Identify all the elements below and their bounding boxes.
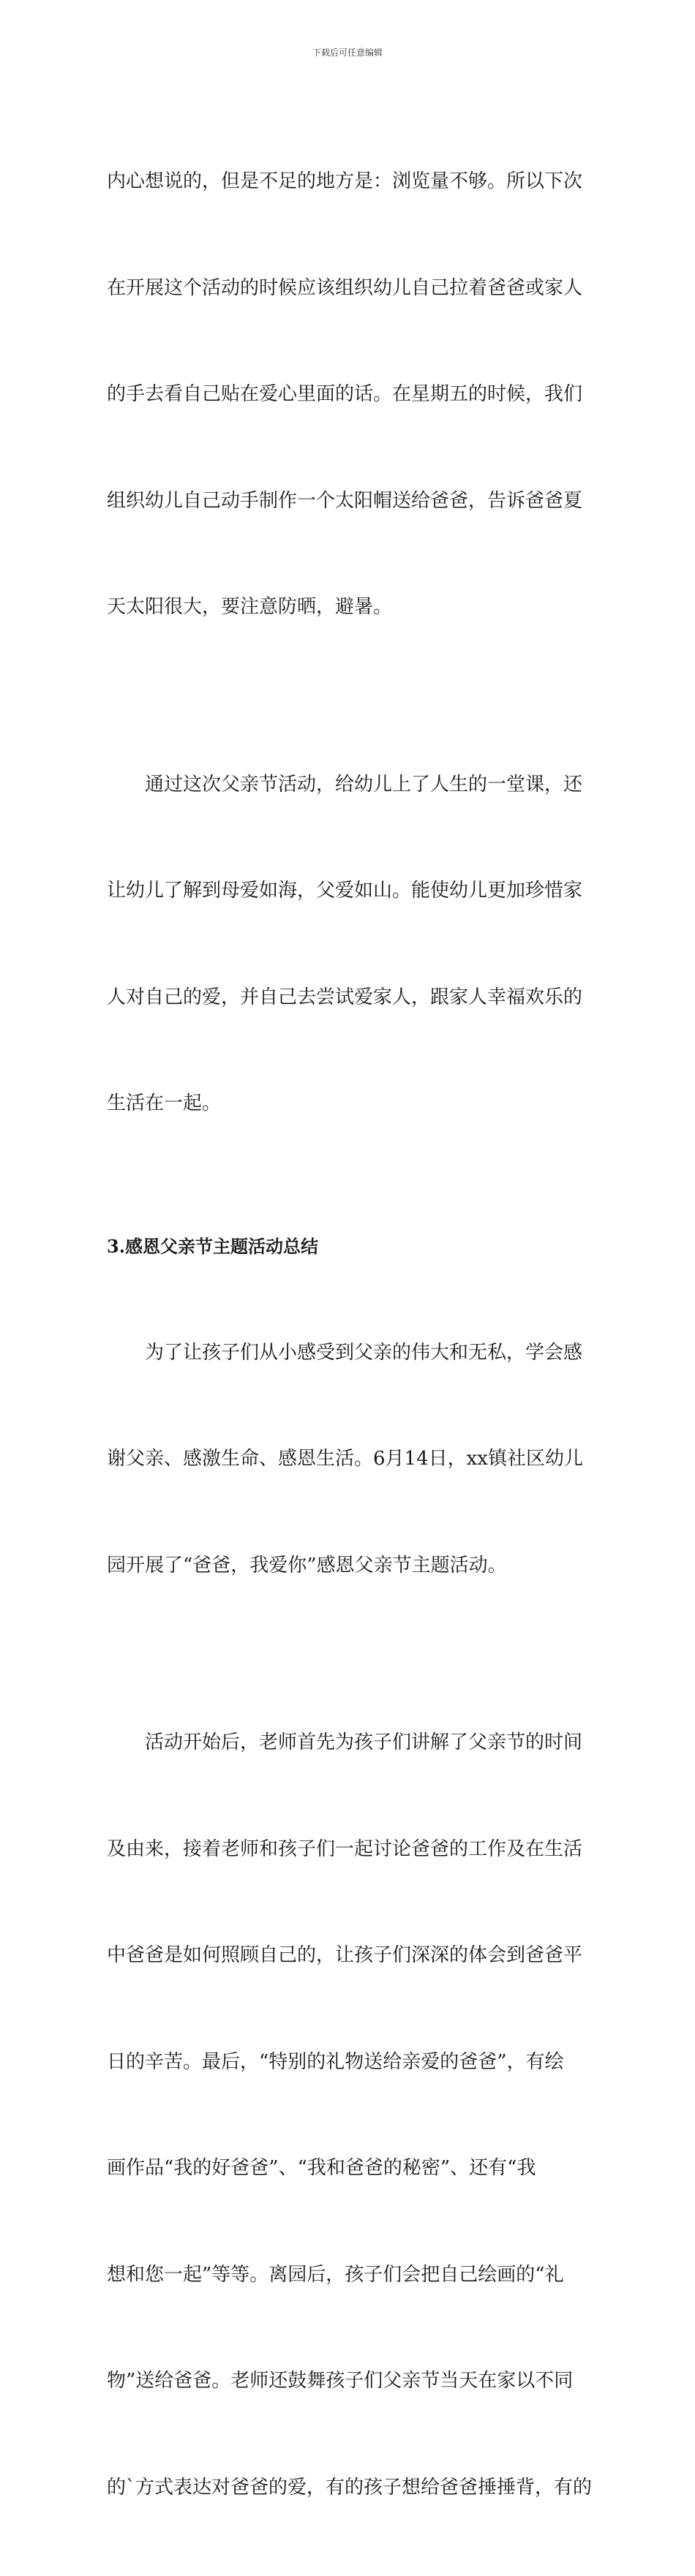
text-line: 为了让孩子们从小感受到父亲的伟大和无私，学会感 [145,1341,583,1364]
section-heading: 3.感恩父亲节主题活动总结 [107,1235,319,1257]
text-line: 园开展了“爸爸，我爱你”感恩父亲节主题活动。 [107,1554,507,1576]
paragraph-continuation [107,93,590,696]
text-line: 及由来，接着老师和孩子们一起讨论爸爸的工作及在生活 [107,1837,583,1860]
text-line: 天太阳很大，要注意防晒，避暑。 [107,596,393,618]
text-line: 在开展这个活动的时候应该组织幼儿自己拉着爸爸或家人 [107,276,583,299]
text-line: 想和您一起”等等。离园后，孩子们会把自己绘画的“礼 [107,2263,564,2286]
paragraph-conclusion [107,696,590,1193]
section-spacer [107,1193,590,1232]
text-line: 组织幼儿自己动手制作一个太阳帽送给爸爸，告诉爸爸夏 [107,489,583,512]
text-line: 活动开始后，老师首先为孩子们讲解了父亲节的时间 [145,1731,583,1753]
text-line: 的手去看自己贴在爱心里面的话。在星期五的时候，我们 [107,383,583,405]
page-header: 下载后可任意编辑 [312,48,383,58]
text-line: 内心想说的，但是不足的地方是：浏览量不够。所以下次 [107,170,583,192]
text-line: 通过这次父亲节活动，给幼儿上了人生的一堂课，还 [145,773,583,796]
text-line: 画作品“我的好爸爸”、“我和爸爸的秘密”、还有“我 [107,2157,536,2179]
text-line: 物”送给爸爸。老师还鼓舞孩子们父亲节当天在家以不同 [107,2370,574,2392]
text-line: 的`方式表达对爸爸的爱，有的孩子想给爸爸捶捶背，有的 [107,2476,593,2498]
text-line: 中爸爸是如何照顾自己的，让孩子们深深的体会到爸爸平 [107,1944,583,1966]
section-paragraph-intro [107,1264,590,1655]
text-line: 生活在一起。 [107,1092,222,1114]
text-line: 谢父亲、感激生命、感恩生活。6月14日，xx镇社区幼儿 [107,1448,583,1470]
section-paragraph-activity [107,1654,593,2576]
text-line: 人对自己的爱，并自己去尝试爱家人，跟家人幸福欢乐的 [107,986,583,1008]
document-body [107,93,593,2576]
text-line: 让幼儿了解到母爱如海，父爱如山。能使幼儿更加珍惜家 [107,880,583,902]
text-line: 日的辛苦。最后，“特别的礼物送给亲爱的爸爸”，有绘 [107,2050,564,2073]
